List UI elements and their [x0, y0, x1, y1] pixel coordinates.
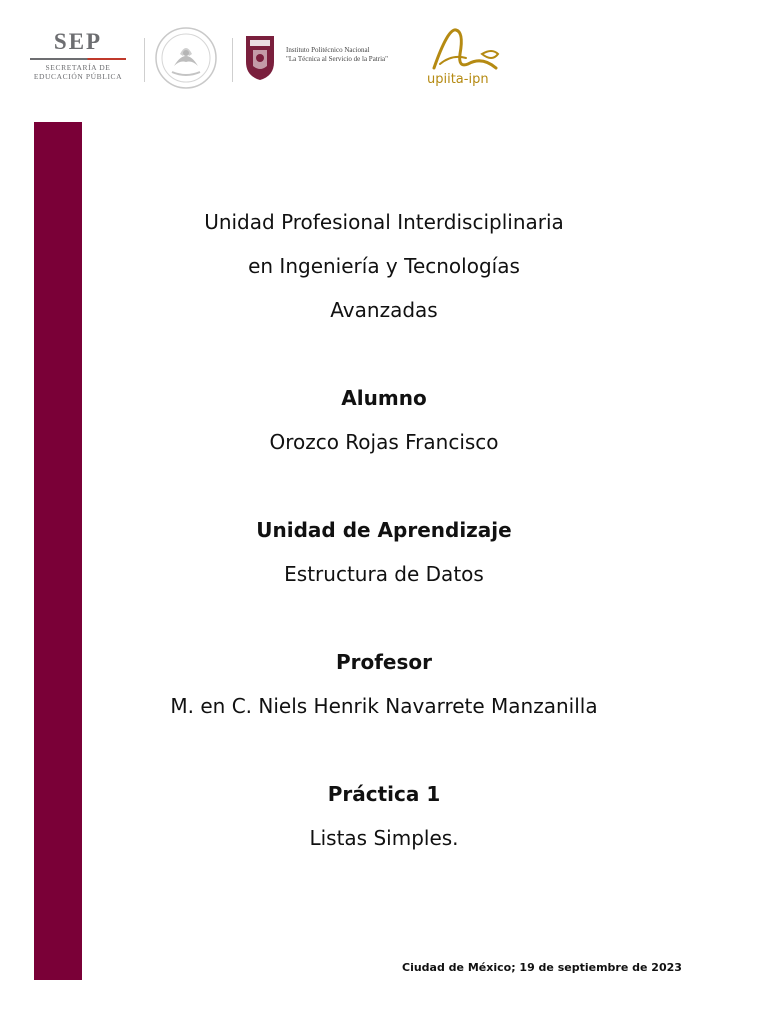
student-heading: Alumno	[341, 386, 427, 410]
course-name: Estructura de Datos	[284, 562, 484, 586]
ipn-caption-line-2: "La Técnica al Servicio de la Patria"	[286, 55, 388, 63]
logo-divider	[232, 38, 233, 82]
ipn-shield-icon	[244, 32, 276, 82]
sep-logo	[24, 30, 132, 88]
place-date: Ciudad de México; 19 de septiembre de 2023	[402, 961, 682, 974]
sep-logo-line-1: SECRETARÍA DE	[45, 63, 111, 72]
institution-line-2: en Ingeniería y Tecnologías	[248, 254, 520, 278]
sep-logo-word: SEP	[53, 29, 103, 54]
mexico-seal-icon	[154, 26, 218, 90]
practice-heading: Práctica 1	[327, 782, 441, 806]
institution-line-3: Avanzadas	[330, 298, 438, 322]
header-logos	[0, 0, 768, 110]
course-heading: Unidad de Aprendizaje	[256, 518, 512, 542]
cover-content	[90, 200, 678, 860]
sep-logo-rule	[30, 58, 126, 60]
ipn-caption-line-1: Instituto Politécnico Nacional	[286, 46, 370, 54]
ipn-caption	[286, 46, 388, 64]
logo-divider	[144, 38, 145, 82]
side-accent-bar	[34, 122, 82, 980]
professor-name: M. en C. Niels Henrik Navarrete Manzanilla	[170, 694, 598, 718]
institution-line-1: Unidad Profesional Interdisciplinaria	[204, 210, 564, 234]
student-name: Orozco Rojas Francisco	[269, 430, 499, 454]
upiita-logo-label: upiita-ipn	[427, 72, 489, 87]
practice-name: Listas Simples.	[309, 826, 459, 850]
sep-logo-line-2: EDUCACIÓN PÚBLICA	[33, 72, 123, 81]
professor-heading: Profesor	[335, 650, 433, 674]
